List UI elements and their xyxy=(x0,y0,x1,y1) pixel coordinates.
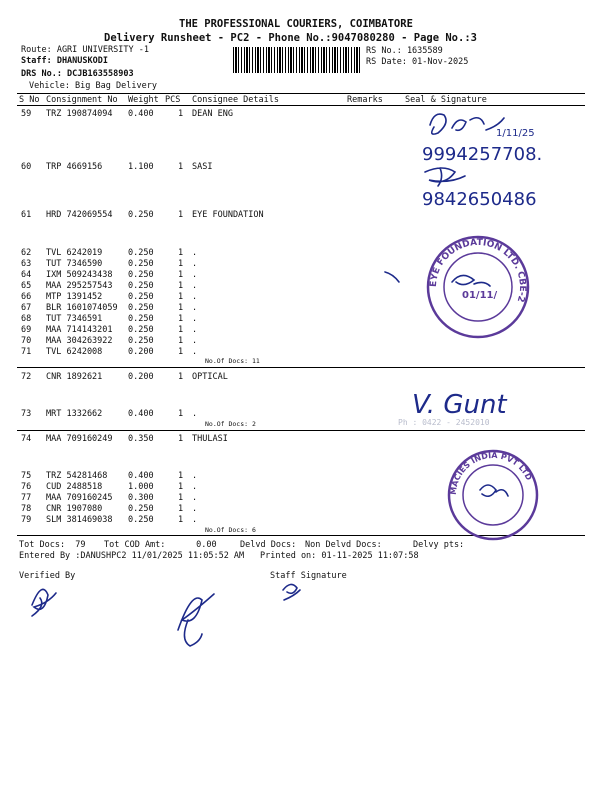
row-weight: 0.200 xyxy=(128,372,154,382)
row-consignee: . xyxy=(192,336,198,346)
row-pcs: 1 xyxy=(178,109,184,119)
vehicle-label: Vehicle: Big Bag Delivery xyxy=(29,81,157,91)
docs-note-3: No.Of Docs: 6 xyxy=(205,526,256,534)
row-consignment: TVL 6242008 xyxy=(46,347,103,357)
docs-note-2: No.Of Docs: 2 xyxy=(205,420,256,428)
row-consignment: TVL 6242019 xyxy=(46,248,103,258)
row-weight: 0.400 xyxy=(128,409,154,419)
row-weight: 1.000 xyxy=(128,482,154,492)
svg-text:MACIES INDIA PVT LTD xyxy=(449,451,534,495)
row-sno: 59 xyxy=(21,109,32,119)
row-sno: 72 xyxy=(21,372,32,382)
row-consignee: . xyxy=(192,303,198,313)
row-consignee: . xyxy=(192,270,198,280)
row-sno: 65 xyxy=(21,281,32,291)
company-title: THE PROFESSIONAL COURIERS, COIMBATORE xyxy=(179,18,413,30)
row-consignment: SLM 381469038 xyxy=(46,515,113,525)
row-sno: 73 xyxy=(21,409,32,419)
row-sno: 77 xyxy=(21,493,32,503)
row-weight: 0.250 xyxy=(128,281,154,291)
row-consignee: SASI xyxy=(192,162,213,172)
row-weight: 0.250 xyxy=(128,325,154,335)
row-consignee: . xyxy=(192,281,198,291)
total-cod: Tot COD Amt: 0.00 xyxy=(104,540,217,550)
row-consignment: CNR 1892621 xyxy=(46,372,103,382)
row-consignee: . xyxy=(192,325,198,335)
row-consignee: . xyxy=(192,515,198,525)
staff-label: Staff: DHANUSKODI xyxy=(21,56,108,66)
row-consignment: TUT 7346591 xyxy=(46,314,103,324)
col-seal-signature: Seal & Signature xyxy=(405,95,487,105)
row-consignment: CUD 2488518 xyxy=(46,482,103,492)
row-sno: 75 xyxy=(21,471,32,481)
non-delivered-docs: Non Delvd Docs: xyxy=(305,540,382,550)
row-consignee: . xyxy=(192,482,198,492)
row-consignee: . xyxy=(192,504,198,514)
row-pcs: 1 xyxy=(178,347,184,357)
row-sno: 68 xyxy=(21,314,32,324)
total-docs: Tot Docs: 79 xyxy=(19,540,86,550)
optical-stamp-signature xyxy=(398,390,507,427)
col-pcs: PCS xyxy=(165,95,181,105)
row-pcs: 1 xyxy=(178,210,184,220)
row-consignee: . xyxy=(192,493,198,503)
row-weight: 0.400 xyxy=(128,109,154,119)
drs-label: DRS No.: DCJB163558903 xyxy=(21,69,134,79)
row-pcs: 1 xyxy=(178,248,184,258)
row-sno: 63 xyxy=(21,259,32,269)
row-pcs: 1 xyxy=(178,409,184,419)
row-weight: 0.250 xyxy=(128,314,154,324)
row-consignee: DEAN ENG xyxy=(192,109,233,119)
row-consignee: EYE FOUNDATION xyxy=(192,210,264,220)
verified-by-label: Verified By xyxy=(19,571,76,581)
docs-note-1: No.Of Docs: 11 xyxy=(205,357,260,365)
row-pcs: 1 xyxy=(178,504,184,514)
pharmacies-seal xyxy=(449,451,537,539)
row-consignment: IXM 509243438 xyxy=(46,270,113,280)
row-weight: 0.250 xyxy=(128,303,154,313)
handwritten-signature-sasi xyxy=(422,168,537,210)
row-consignee: THULASI xyxy=(192,434,228,444)
col-sno: S No xyxy=(19,95,40,105)
row-consignment: TRZ 190874094 xyxy=(46,109,113,119)
entered-by: Entered By :DANUSHPC2 11/01/2025 11:05:52 AM xyxy=(19,551,245,561)
row-consignment: MAA 709160245 xyxy=(46,493,113,503)
row-consignee: . xyxy=(192,347,198,357)
row-weight: 0.350 xyxy=(128,434,154,444)
delivery-points: Delvy pts: xyxy=(413,540,465,550)
row-consignment: MRT 1332662 xyxy=(46,409,103,419)
row-consignment: TUT 7346590 xyxy=(46,259,103,269)
row-weight: 0.250 xyxy=(128,515,154,525)
row-weight: 0.250 xyxy=(128,210,154,220)
row-pcs: 1 xyxy=(178,493,184,503)
staff-signature xyxy=(283,584,300,600)
row-consignee: . xyxy=(192,409,198,419)
verified-signature-1 xyxy=(32,589,56,616)
row-pcs: 1 xyxy=(178,515,184,525)
sig1-date: 1/11/25 xyxy=(496,128,535,139)
seal1-date: 01/11/ xyxy=(462,290,498,301)
row-consignee: . xyxy=(192,259,198,269)
eye-foundation-seal xyxy=(428,237,528,337)
sig2: V. Gunt xyxy=(412,390,507,420)
row-pcs: 1 xyxy=(178,314,184,324)
runsheet-subtitle: Delivery Runsheet - PC2 - Phone No.:9047080280 - Page No.:3 xyxy=(104,32,477,44)
row-sno: 71 xyxy=(21,347,32,357)
rs-date: RS Date: 01-Nov-2025 xyxy=(366,57,469,67)
row-sno: 60 xyxy=(21,162,32,172)
row-consignee: . xyxy=(192,471,198,481)
row-pcs: 1 xyxy=(178,259,184,269)
row-pcs: 1 xyxy=(178,482,184,492)
row-consignment: MAA 304263922 xyxy=(46,336,113,346)
row-sno: 69 xyxy=(21,325,32,335)
delivered-docs: Delvd Docs: xyxy=(240,540,297,550)
row-pcs: 1 xyxy=(178,372,184,382)
row-weight: 0.250 xyxy=(128,270,154,280)
row-sno: 67 xyxy=(21,303,32,313)
row-weight: 0.250 xyxy=(128,259,154,269)
row-weight: 1.100 xyxy=(128,162,154,172)
row-sno: 64 xyxy=(21,270,32,280)
phone-handwritten-1: 9994257708. xyxy=(422,144,543,165)
row-consignment: MAA 714143201 xyxy=(46,325,113,335)
route-label: Route: AGRI UNIVERSITY -1 xyxy=(21,45,149,55)
row-consignee: OPTICAL xyxy=(192,372,228,382)
row-pcs: 1 xyxy=(178,434,184,444)
row-consignee: . xyxy=(192,248,198,258)
verified-signature-2 xyxy=(178,594,214,646)
row-pcs: 1 xyxy=(178,325,184,335)
row-consignment: MTP 1391452 xyxy=(46,292,103,302)
row-weight: 0.250 xyxy=(128,248,154,258)
row-sno: 74 xyxy=(21,434,32,444)
staff-signature-label: Staff Signature xyxy=(270,571,347,581)
col-consignee: Consignee Details xyxy=(192,95,279,105)
row-consignment: BLR 1601074059 xyxy=(46,303,118,313)
row-sno: 61 xyxy=(21,210,32,220)
handwritten-signature-dean xyxy=(422,114,542,165)
row-consignment: HRD 742069554 xyxy=(46,210,113,220)
row-pcs: 1 xyxy=(178,471,184,481)
row-pcs: 1 xyxy=(178,336,184,346)
row-sno: 76 xyxy=(21,482,32,492)
seal1-text: EYE FOUNDATION LTD. CBE-2 xyxy=(428,237,528,304)
row-sno: 78 xyxy=(21,504,32,514)
row-consignee: . xyxy=(192,292,198,302)
printed-on: Printed on: 01-11-2025 11:07:58 xyxy=(260,551,419,561)
row-pcs: 1 xyxy=(178,270,184,280)
faded-stamp-phone: Ph : 0422 - 2452010 xyxy=(398,418,490,427)
row-consignment: TRP 4669156 xyxy=(46,162,103,172)
row-pcs: 1 xyxy=(178,303,184,313)
phone-handwritten-2: 9842650486 xyxy=(422,189,537,210)
row-pcs: 1 xyxy=(178,292,184,302)
row-weight: 0.200 xyxy=(128,347,154,357)
row-sno: 70 xyxy=(21,336,32,346)
row-consignment: MAA 709160249 xyxy=(46,434,113,444)
row-pcs: 1 xyxy=(178,162,184,172)
row-weight: 0.250 xyxy=(128,336,154,346)
row-consignment: MAA 295257543 xyxy=(46,281,113,291)
tick-mark xyxy=(385,272,399,282)
seal2-text: MACIES INDIA PVT LTD xyxy=(448,450,534,496)
row-weight: 0.400 xyxy=(128,471,154,481)
row-pcs: 1 xyxy=(178,281,184,291)
rs-number: RS No.: 1635589 xyxy=(366,46,443,56)
col-weight: Weight xyxy=(128,95,159,105)
row-sno: 66 xyxy=(21,292,32,302)
row-consignment: TRZ 54281468 xyxy=(46,471,108,481)
row-sno: 79 xyxy=(21,515,32,525)
col-remarks: Remarks xyxy=(347,95,383,105)
row-consignment: CNR 1907080 xyxy=(46,504,103,514)
row-consignee: . xyxy=(192,314,198,324)
row-sno: 62 xyxy=(21,248,32,258)
row-weight: 0.250 xyxy=(128,504,154,514)
row-weight: 0.300 xyxy=(128,493,154,503)
col-consignment: Consignment No xyxy=(46,95,118,105)
row-weight: 0.250 xyxy=(128,292,154,302)
